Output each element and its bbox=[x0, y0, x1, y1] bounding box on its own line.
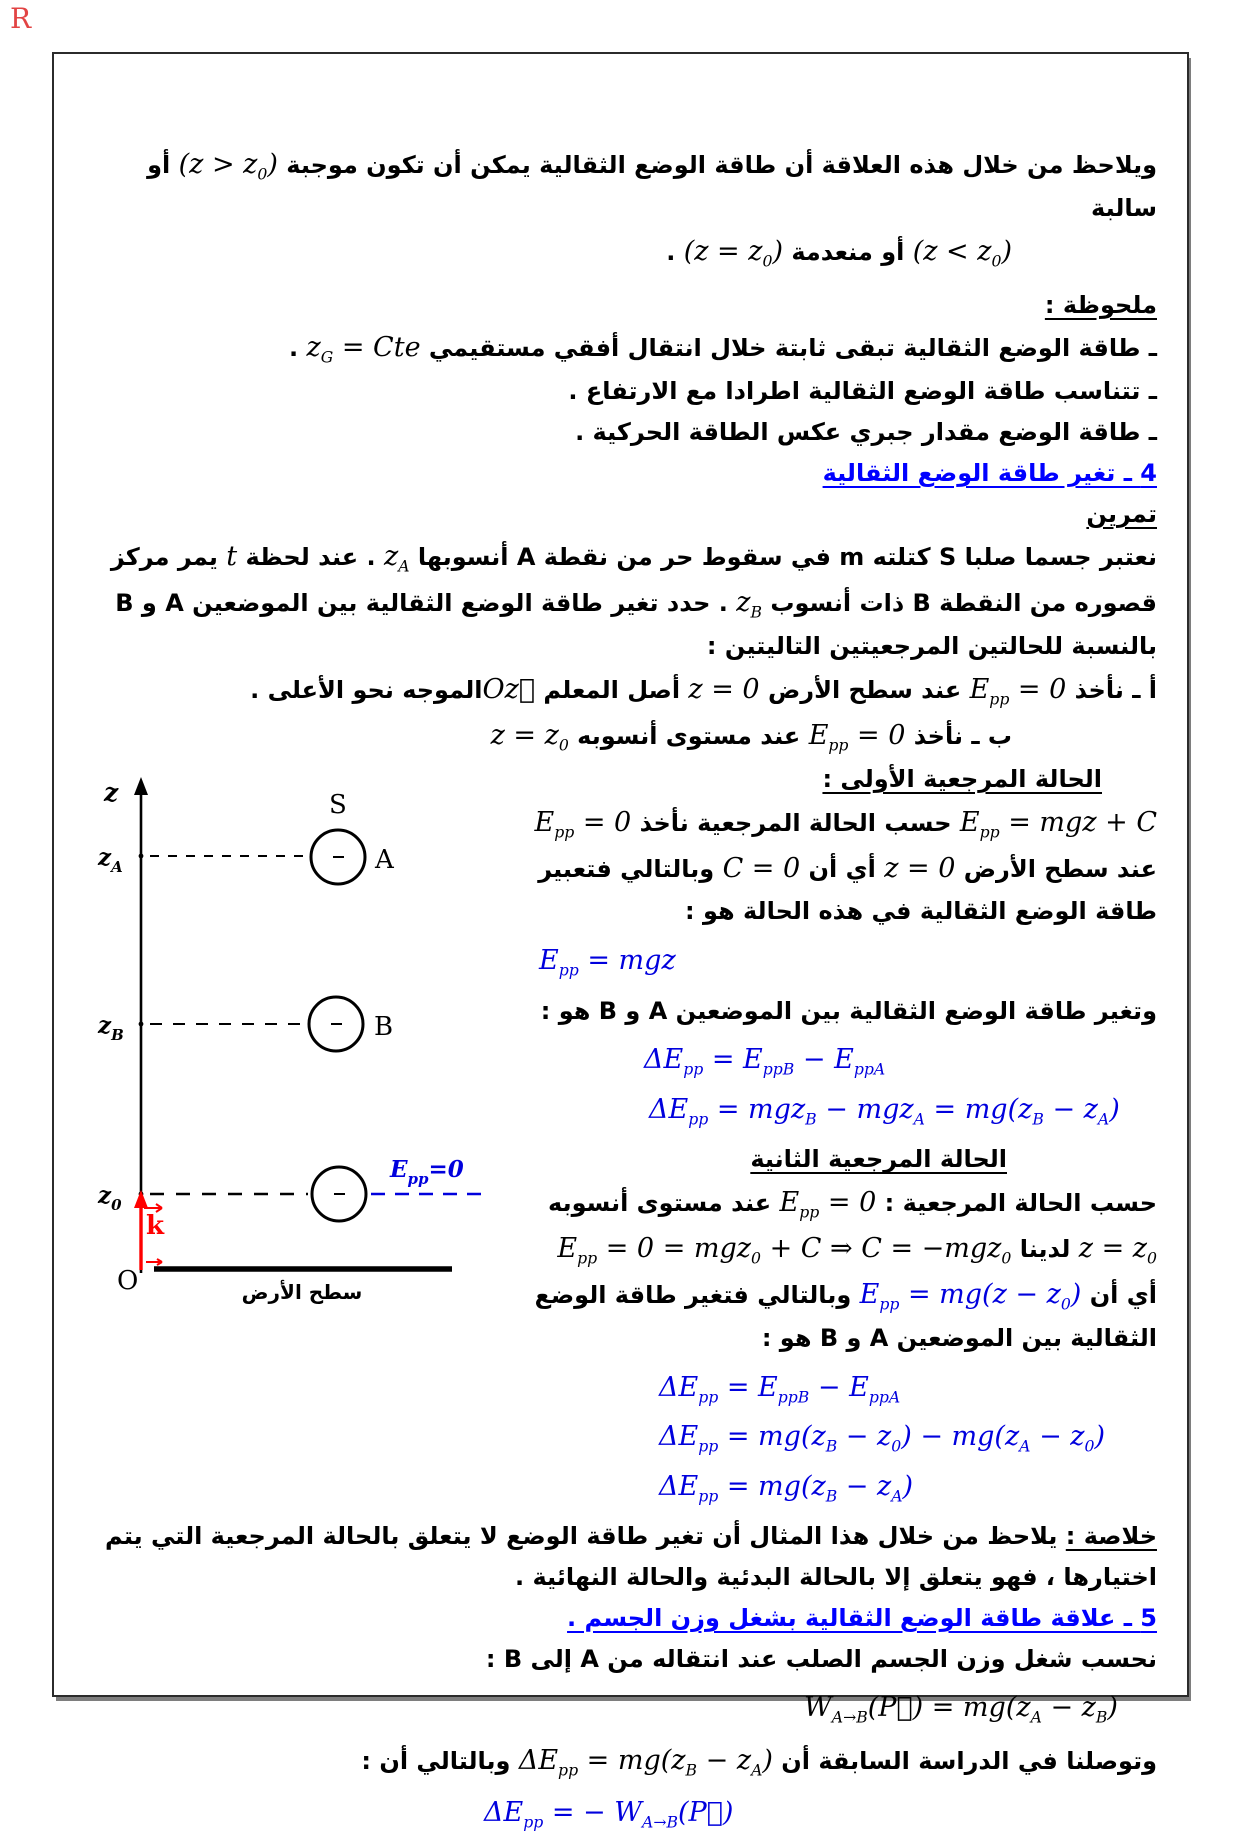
math-expression: $\Delta E_{pp} = E_{ppB} - E_{ppA}$ bbox=[644, 1044, 886, 1079]
arabic-text: ملحوظة : bbox=[1044, 290, 1157, 319]
z0-label: $z_0$ bbox=[98, 1181, 122, 1214]
arabic-text: هو : bbox=[540, 996, 599, 1025]
arabic-text: في سقوط حر من نقطة bbox=[535, 543, 840, 572]
free-fall-diagram bbox=[84, 759, 489, 1320]
case2-text-4 bbox=[489, 1318, 1157, 1359]
ground-label: سطح الأرض bbox=[241, 1279, 363, 1304]
arabic-text: . حدد تغير طاقة الوضع الثقالية بين الموضعين bbox=[183, 589, 737, 618]
point-a-label: A bbox=[375, 844, 394, 875]
math-expression: $\Delta E_{pp} = mg(z_B - z_A)$ bbox=[518, 1744, 773, 1780]
section-5-heading bbox=[84, 1598, 1157, 1639]
epp-zero-label: $E_{pp}=0$ bbox=[390, 1155, 464, 1188]
latin-symbol: B bbox=[598, 996, 618, 1025]
formula-delta-5 bbox=[659, 1467, 1157, 1508]
math-expression: $E_{pp} = 0$ bbox=[808, 719, 906, 755]
arabic-text: خلاصة : bbox=[1065, 1522, 1157, 1551]
formula-delta-1 bbox=[644, 1040, 1157, 1081]
math-expression: $\Delta E_{pp} = E_{ppB} - E_{ppA}$ bbox=[659, 1371, 901, 1407]
case1-heading bbox=[489, 759, 1102, 800]
intro-line-2 bbox=[84, 229, 1012, 275]
arabic-text: و bbox=[617, 996, 649, 1025]
arabic-text: أي أن bbox=[800, 854, 885, 883]
math-expression: $z_G$ = Cte bbox=[306, 332, 421, 367]
arabic-text: . عند لحظة bbox=[237, 543, 384, 572]
latin-symbol: A bbox=[580, 1644, 599, 1673]
note-item-2 bbox=[84, 371, 1157, 412]
note-heading bbox=[84, 285, 1157, 326]
arabic-text: الثقالية بين الموضعين bbox=[888, 1323, 1157, 1352]
zb-tick bbox=[139, 1021, 144, 1026]
math-expression: $W_{A\to B}(P⃗) = mg(z_A - z_B)$ bbox=[804, 1692, 1118, 1727]
k-vector-label: k bbox=[146, 1210, 165, 1241]
arabic-text: أنسوبها bbox=[409, 543, 517, 572]
intro-section bbox=[84, 142, 1157, 759]
math-expression: $E_{pp}$ = mgz + C bbox=[959, 806, 1157, 841]
arabic-text: يلاحظ من خلال هذا المثال أن تغير طاقة الوضع لا يتعلق بالحالة المرجعية التي يتم اختيارها ، فهو يتعلق إلا بالحالة البدئية والحالة النهائية . bbox=[105, 1522, 1157, 1592]
zb-label: $z_B$ bbox=[98, 1011, 124, 1044]
arabic-text: و bbox=[133, 589, 166, 618]
ref-case-b bbox=[84, 713, 1012, 759]
exercise-heading bbox=[84, 494, 1157, 535]
body-s-label: S bbox=[329, 789, 347, 820]
latin-symbol: m bbox=[839, 543, 865, 572]
intro-line-1 bbox=[84, 142, 1157, 229]
math-expression: $E_{pp} = 0$ bbox=[779, 1187, 877, 1222]
note-item-1 bbox=[84, 325, 1157, 371]
latin-symbol: B bbox=[912, 589, 931, 618]
arabic-text: وبالتالي أن : bbox=[361, 1746, 519, 1775]
arabic-text: الحالة المرجعية الأولى : bbox=[822, 764, 1102, 793]
arabic-text: ـ تتناسب طاقة الوضع الثقالية اطرادا مع الارتفاع . bbox=[568, 377, 1157, 406]
case2-text-1 bbox=[489, 1180, 1157, 1226]
point-b-label: B bbox=[374, 1011, 394, 1042]
arabic-text: نحسب شغل وزن الجسم الصلب عند انتقاله من bbox=[598, 1644, 1157, 1673]
arabic-text: ـ طاقة الوضع الثقالية تبقى ثابتة خلال انتقال أفقي مستقيمي bbox=[420, 334, 1157, 363]
math-expression: $(z > z_0)$ bbox=[178, 149, 278, 184]
arabic-text: بالنسبة للحالتين المرجعيتين التاليتين : bbox=[706, 632, 1157, 661]
arabic-text: هو : bbox=[761, 1323, 820, 1352]
formula-work bbox=[804, 1688, 1157, 1729]
math-expression: $\Delta E_{pp} = mg(z_B - z_A)$ bbox=[659, 1470, 914, 1506]
arabic-text: أو منعدمة bbox=[783, 237, 913, 266]
math-expression: $z_A$ bbox=[383, 541, 410, 576]
arabic-text: حسب الحالة المرجعية : bbox=[876, 1189, 1157, 1218]
case1-text bbox=[489, 800, 1157, 933]
formula-delta-4 bbox=[659, 1417, 1157, 1458]
two-column-section bbox=[84, 759, 1157, 1516]
corner-letter: R bbox=[10, 2, 32, 35]
section-4-heading bbox=[84, 453, 1157, 494]
math-expression: z = 0 bbox=[688, 674, 760, 706]
case1-delta-intro bbox=[489, 991, 1157, 1032]
arabic-text: الموجه نحو الأعلى . bbox=[250, 676, 483, 705]
arabic-text: 5 ـ علاقة طاقة الوضع الثقالية بشغل وزن الجسم . bbox=[567, 1603, 1157, 1632]
z-axis-arrowhead bbox=[134, 777, 148, 795]
work-relation-text bbox=[84, 1738, 1157, 1784]
arabic-text: وبالتالي فتغير طاقة الوضع bbox=[534, 1281, 860, 1310]
case2-heading bbox=[489, 1139, 1007, 1180]
math-expression: $E_{pp} = mg(z - z_0)$ bbox=[859, 1279, 1082, 1314]
arabic-text: عند مستوى أنسوبه bbox=[548, 1189, 780, 1218]
arabic-text: عند مستوى أنسوبه bbox=[568, 721, 809, 750]
work-intro bbox=[84, 1639, 1157, 1680]
case2-text-2 bbox=[489, 1226, 1157, 1272]
arabic-text: حسب الحالة المرجعية نأخذ bbox=[631, 808, 960, 837]
latin-symbol: A bbox=[869, 1323, 889, 1352]
math-expression: $\Delta E_{pp} = mg(z_B - z_0) - mg(z_A - z_0)$ bbox=[659, 1421, 1106, 1456]
math-expression: Oz⃗ bbox=[482, 674, 536, 706]
arabic-text: كتلته bbox=[864, 543, 939, 572]
arabic-text: ذات أنسوب bbox=[761, 589, 913, 618]
reference-cases-column bbox=[489, 759, 1157, 1516]
math-expression: t bbox=[226, 541, 238, 573]
latin-symbol: B bbox=[819, 1323, 839, 1352]
arabic-text: وبالتالي فتعبير طاقة الوضع الثقالية في هذه الحالة هو : bbox=[538, 854, 1157, 926]
arabic-text: : bbox=[485, 1644, 504, 1673]
math-expression: z = 0 bbox=[884, 852, 956, 884]
math-expression: $z = z_0$ bbox=[490, 719, 569, 755]
formula-delta-3 bbox=[659, 1368, 1157, 1409]
arabic-text: وتوصلنا في الدراسة السابقة أن bbox=[772, 1746, 1157, 1775]
math-expression: $z_B$ bbox=[736, 587, 762, 622]
math-expression: $E_{pp} = 0$ bbox=[534, 806, 632, 841]
formula-delta-2 bbox=[649, 1090, 1157, 1131]
arabic-text: عند سطح الأرض bbox=[955, 854, 1157, 883]
origin-label: O bbox=[117, 1265, 139, 1296]
arabic-text: وتغير طاقة الوضع الثقالية بين الموضعين bbox=[667, 996, 1157, 1025]
arabic-text: عند سطح الأرض bbox=[759, 676, 970, 705]
arabic-text: نعتبر جسما صلبا bbox=[956, 543, 1157, 572]
math-expression: $E_{pp}$ = mgz bbox=[539, 945, 676, 980]
latin-symbol: S bbox=[938, 543, 957, 572]
math-expression: $z = z_0$ bbox=[1078, 1233, 1157, 1268]
latin-symbol: A bbox=[648, 996, 668, 1025]
za-label: $z_A$ bbox=[98, 843, 123, 876]
arabic-text: أصل المعلم bbox=[535, 676, 689, 705]
latin-symbol: A bbox=[165, 589, 184, 618]
small-right-arrow bbox=[146, 1259, 162, 1265]
latin-symbol: B bbox=[115, 589, 134, 618]
arabic-text: ويلاحظ من خلال هذه العلاقة أن طاقة الوضع الثقالية يمكن أن تكون موجبة bbox=[277, 151, 1157, 179]
arabic-text: . bbox=[666, 237, 684, 266]
arabic-text: ب ـ نأخذ bbox=[905, 721, 1012, 750]
arabic-text: . bbox=[289, 334, 307, 363]
math-expression: $(z = z_0)$ bbox=[683, 235, 783, 271]
conclusion-section bbox=[84, 1516, 1157, 1833]
page-frame bbox=[52, 52, 1189, 1832]
arabic-text: و bbox=[838, 1323, 870, 1352]
case2-text-3 bbox=[489, 1272, 1157, 1318]
arabic-text: إلى bbox=[522, 1644, 581, 1673]
arabic-text: لدينا bbox=[1011, 1235, 1079, 1264]
arabic-text: أ ـ نأخذ bbox=[1066, 676, 1157, 705]
math-expression: $E_{pp} = 0 = mgz_0 + C$ ⇒ C = −mgz$_0$ bbox=[557, 1233, 1012, 1268]
z-axis-label: z bbox=[104, 777, 119, 807]
latin-symbol: B bbox=[503, 1644, 523, 1673]
formula-final bbox=[484, 1793, 1157, 1833]
arabic-text: أي أن bbox=[1081, 1281, 1157, 1310]
ref-case-a bbox=[84, 667, 1157, 713]
latin-symbol: A bbox=[516, 543, 536, 572]
formula-epp-mgz bbox=[539, 941, 1157, 982]
math-expression: $E_{pp} = 0$ bbox=[969, 674, 1067, 709]
math-expression: $(z < z_0)$ bbox=[912, 235, 1012, 271]
conclusion-text bbox=[84, 1516, 1157, 1598]
arabic-text: تمرين bbox=[1086, 499, 1157, 528]
arabic-text: ـ طاقة الوضع مقدار جبري عكس الطاقة الحركية . bbox=[575, 418, 1157, 447]
math-expression: C = 0 bbox=[722, 852, 801, 884]
arabic-text: يمر مركز قصوره من النقطة bbox=[110, 543, 1157, 618]
k-vector-arrowhead bbox=[134, 1190, 148, 1208]
exercise-text bbox=[84, 534, 1157, 667]
math-expression: $\Delta E_{pp}$ = − $W_{A\to B}(P⃗)$ bbox=[484, 1796, 734, 1832]
za-tick bbox=[139, 853, 144, 858]
arabic-text: الحالة المرجعية الثانية bbox=[750, 1145, 1007, 1174]
diagram-svg bbox=[84, 771, 484, 1316]
arabic-text: أو سالبة bbox=[147, 151, 1157, 222]
math-expression: $\Delta E_{pp} = mgz_B - mgz_A = mg(z_B - z_A)$ bbox=[649, 1093, 1120, 1129]
arabic-text: 4 ـ تغير طاقة الوضع الثقالية bbox=[822, 458, 1157, 487]
note-item-3 bbox=[84, 412, 1157, 453]
